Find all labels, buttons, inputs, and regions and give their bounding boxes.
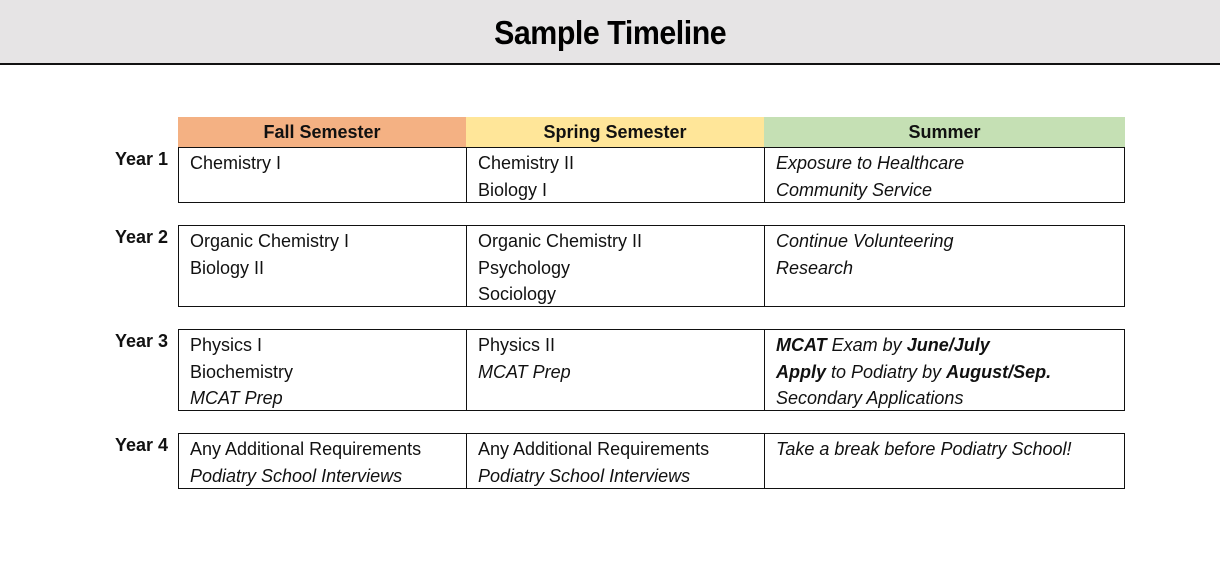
emphasis: August/Sep. xyxy=(946,361,1052,382)
page-title: Sample Timeline xyxy=(493,13,727,51)
year-2-summer-cell xyxy=(765,226,1124,306)
year-4-fall-cell xyxy=(179,434,467,488)
emphasis: MCAT xyxy=(776,335,827,355)
year-4-row xyxy=(178,433,1125,489)
activity-item: Continue Volunteering xyxy=(776,231,954,251)
activity-item: Research xyxy=(776,257,854,278)
emphasis: June/July xyxy=(906,335,990,355)
header-summer: Summer xyxy=(764,117,1125,147)
activity-item xyxy=(776,332,1124,359)
year-1-row xyxy=(178,147,1125,203)
course-item: MCAT Prep xyxy=(190,388,283,408)
text: to Podiatry by xyxy=(826,361,947,382)
course-item: Biology I xyxy=(478,179,548,200)
course-item: Organic Chemistry II xyxy=(478,231,643,251)
course-item: Physics II xyxy=(478,335,556,355)
year-4-label: Year 4 xyxy=(114,435,168,455)
course-item: Physics I xyxy=(190,335,263,355)
year-4-summer-cell xyxy=(765,434,1124,488)
year-1-spring-cell xyxy=(467,148,765,202)
emphasis: Apply xyxy=(776,361,827,382)
year-4-spring-cell xyxy=(467,434,765,488)
course-item: Organic Chemistry I xyxy=(190,231,350,251)
year-2-row xyxy=(178,225,1125,307)
course-item: Any Additional Requirements xyxy=(190,439,422,459)
year-2-fall-cell xyxy=(179,226,467,306)
course-item: Podiatry School Interviews xyxy=(478,465,691,486)
header-fall-semester: Fall Semester xyxy=(178,117,466,147)
activity-item: Secondary Applications xyxy=(776,388,964,408)
activity-item: Take a break before Podiatry School! xyxy=(776,439,1072,459)
title-bar xyxy=(0,0,1220,65)
course-item: Sociology xyxy=(478,284,557,304)
activity-item: Exposure to Healthcare xyxy=(776,153,965,173)
year-1-summer-cell xyxy=(765,148,1124,202)
course-item: Psychology xyxy=(478,257,571,278)
activity-item: Community Service xyxy=(776,179,933,200)
year-3-fall-cell xyxy=(179,330,467,410)
year-2-spring-cell xyxy=(467,226,765,306)
year-2-label: Year 2 xyxy=(114,227,168,247)
year-3-row xyxy=(178,329,1125,411)
course-item: Any Additional Requirements xyxy=(478,439,710,459)
course-item: Chemistry I xyxy=(190,153,282,173)
year-1-label: Year 1 xyxy=(114,149,168,169)
year-3-spring-cell xyxy=(467,330,765,410)
year-3-summer-cell xyxy=(765,330,1124,410)
header-spring-semester: Spring Semester xyxy=(466,117,764,147)
text: Exam by xyxy=(826,335,907,355)
course-item: MCAT Prep xyxy=(478,361,571,382)
course-item: Chemistry II xyxy=(478,153,575,173)
course-item: Biochemistry xyxy=(190,361,294,382)
year-3-label: Year 3 xyxy=(114,331,168,351)
course-item: Podiatry School Interviews xyxy=(190,465,403,486)
year-1-fall-cell xyxy=(179,148,467,202)
activity-item xyxy=(776,359,1124,386)
course-item: Biology II xyxy=(190,257,265,278)
